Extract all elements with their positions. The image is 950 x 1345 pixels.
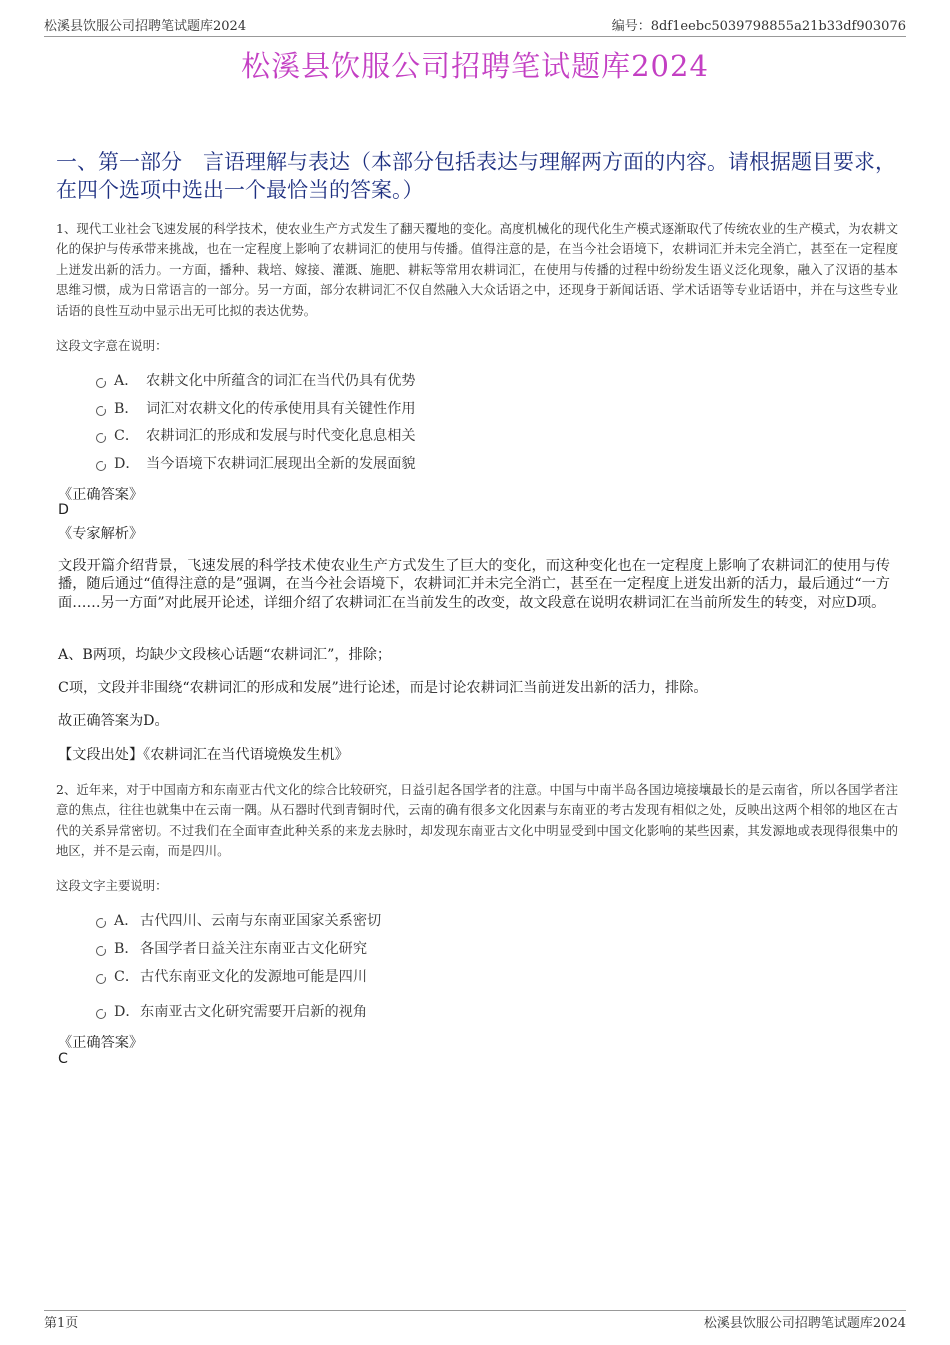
analysis-source: 【文段出处】《农耕词汇在当代语境焕发生机》 (58, 747, 349, 763)
option-text: 农耕文化中所蕴含的词汇在当代仍具有优势 (146, 373, 416, 389)
option-text: 东南亚古文化研究需要开启新的视角 (140, 1004, 368, 1020)
analysis-paragraph: A、B两项，均缺少文段核心话题“农耕词汇”，排除； (58, 647, 392, 663)
question-2-option-a[interactable] (96, 910, 381, 930)
option-letter: D． (114, 456, 140, 472)
option-letter: A． (114, 373, 139, 389)
question-1-option-b[interactable] (96, 398, 416, 418)
analysis-paragraph: 文段开篇介绍背景，飞速发展的科学技术使农业生产方式发生了巨大的变化，而这种变化也在一定程度上影响了农耕词汇的使用与传播，随后通过“值得注意的是”强调，在当今社会语境下，农耕词汇并未完全消亡，甚至在一定程度上迸发出新的活力，最后通过“一方面……另一方面”对此展开论述，详细介绍了农耕词汇在当前发生的改变，故文段意在说明农耕词汇在当前所发生的转变，对应D项。 (58, 558, 890, 611)
question-1-answer: D (58, 502, 69, 518)
radio-icon[interactable] (96, 946, 106, 956)
option-letter: B． (114, 941, 139, 957)
option-letter: A． (114, 913, 139, 929)
question-1-option-a[interactable] (96, 370, 416, 390)
question-2-text: 2、近年来，对于中国南方和东南亚古代文化的综合比较研究，日益引起各国学者的注意。中国与中南半岛各国边境接壤最长的是云南省，所以各国学者注意的焦点，往往也就集中在云南一隅。从石器时代到青铜时代，云南的确有很多文化因素与东南亚的考古发现有相似之处，反映出这两个相邻的地区在古代的关系异常密切。不过我们在全面审查此种关系的来龙去脉时，却发现东南亚古文化中明显受到中国文化影响的某些因素，其发源地或表现得很集中的地区，并不是云南，而是四川。 (56, 782, 898, 859)
option-text: 农耕词汇的形成和发展与时代变化息息相关 (146, 428, 416, 444)
radio-icon[interactable] (96, 378, 106, 388)
radio-icon[interactable] (96, 461, 106, 471)
footer-title: 松溪县饮服公司招聘笔试题库2024 (703, 1316, 906, 1331)
header-left-title: 松溪县饮服公司招聘笔试题库2024 (44, 19, 247, 34)
question-1-analysis-label: 《专家解析》 (58, 526, 144, 542)
radio-icon[interactable] (96, 406, 106, 416)
page-header (44, 14, 906, 37)
question-2-prompt: 这段文字主要说明： (56, 878, 168, 893)
question-2-answer: C (58, 1051, 68, 1067)
footer-page-number: 第1页 (44, 1316, 79, 1331)
question-1-text: 1、现代工业社会飞速发展的科学技术，使农业生产方式发生了翻天覆地的变化。高度机械化的现代化生产模式逐渐取代了传统农业的生产模式，为农耕文化的保护与传承带来挑战，也在一定程度上影响了农耕词汇的使用与传播。值得注意的是，在当今社会语境下，农耕词汇并未完全消亡，甚至在一定程度上迸发出新的活力。一方面，播种、栽培、嫁接、灌溉、施肥、耕耘等常用农耕词汇，在使用与传播的过程中纷纷发生语义泛化现象，融入了汉语的基本思维习惯，成为日常语言的一部分。另一方面，部分农耕词汇不仅自然融入大众话语之中，还现身于新闻话语、学术话语等专业话语中，并在与这些专业话语的良性互动中显示出无可比拟的表达优势。 (56, 221, 898, 318)
radio-icon[interactable] (96, 1009, 106, 1019)
option-letter: B． (114, 401, 139, 417)
section-heading: 一、第一部分 言语理解与表达（本部分包括表达与理解两方面的内容。请根据题目要求，在四个选项中选出一个最恰当的答案。） (56, 150, 896, 202)
option-text: 古代四川、云南与东南亚国家关系密切 (140, 913, 382, 929)
radio-icon[interactable] (96, 433, 106, 443)
option-text: 词汇对农耕文化的传承使用具有关键性作用 (146, 401, 416, 417)
question-2-option-d[interactable] (96, 1001, 367, 1021)
header-doc-number: 编号：8df1eebc5039798855a21b33df903076 (611, 19, 906, 34)
document-title: 松溪县饮服公司招聘笔试题库2024 (241, 49, 709, 83)
question-1-answer-label: 《正确答案》 (58, 487, 144, 503)
question-1-option-d[interactable] (96, 453, 416, 473)
question-1-option-c[interactable] (96, 425, 416, 445)
radio-icon[interactable] (96, 974, 106, 984)
page-footer (44, 1310, 906, 1331)
option-text: 古代东南亚文化的发源地可能是四川 (140, 969, 368, 985)
analysis-paragraph: 故正确答案为D。 (58, 713, 169, 729)
option-letter: C． (114, 428, 140, 444)
radio-icon[interactable] (96, 918, 106, 928)
question-2-option-b[interactable] (96, 938, 367, 958)
analysis-paragraph: C项，文段并非围绕“农耕词汇的形成和发展”进行论述，而是讨论农耕词汇当前迸发出新的活力，排除。 (58, 680, 708, 696)
option-text: 各国学者日益关注东南亚古文化研究 (140, 941, 368, 957)
option-letter: D． (114, 1004, 140, 1020)
question-2-option-c[interactable] (96, 966, 367, 986)
question-1-prompt: 这段文字意在说明： (56, 338, 168, 353)
option-text: 当今语境下农耕词汇展现出全新的发展面貌 (146, 456, 416, 472)
question-2-answer-label: 《正确答案》 (58, 1035, 144, 1051)
option-letter: C． (114, 969, 140, 985)
